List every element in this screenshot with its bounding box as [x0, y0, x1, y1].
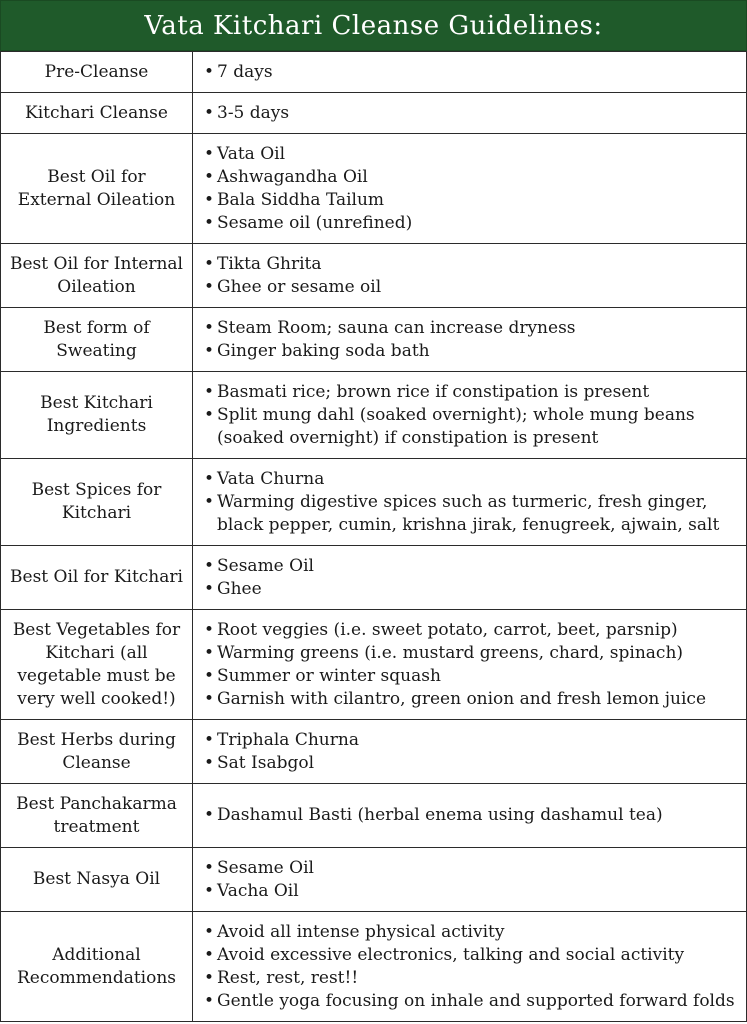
table-row: [1, 244, 747, 308]
list-item: • 3-5 days: [204, 102, 746, 125]
row-values: [193, 784, 747, 848]
list-item: • Steam Room; sauna can increase dryness: [204, 317, 746, 340]
table-row: [1, 93, 747, 134]
row-values: [193, 546, 747, 610]
bullet-list: [204, 61, 746, 84]
bullet-list: [204, 857, 746, 903]
list-item: • Ghee: [204, 578, 746, 601]
list-item: • Dashamul Basti (herbal enema using dashamul tea): [204, 804, 746, 827]
table-row: [1, 610, 747, 720]
bullet-list: [204, 729, 746, 775]
row-label: Best Nasya Oil: [1, 848, 193, 912]
table-row: [1, 308, 747, 372]
row-values: [193, 610, 747, 720]
list-item: • Root veggies (i.e. sweet potato, carrot, beet, parsnip): [204, 619, 746, 642]
row-values: [193, 459, 747, 546]
bullet-list: [204, 253, 746, 299]
bullet-list: [204, 804, 746, 827]
bullet-list: [204, 468, 746, 537]
row-values: [193, 93, 747, 134]
table-row: [1, 372, 747, 459]
bullet-list: [204, 381, 746, 450]
row-label: Best Spices for Kitchari: [1, 459, 193, 546]
row-label: Best form of Sweating: [1, 308, 193, 372]
row-values: [193, 134, 747, 244]
bullet-list: [204, 102, 746, 125]
table-row: [1, 784, 747, 848]
list-item: • Sesame Oil: [204, 555, 746, 578]
row-values: [193, 720, 747, 784]
list-item: • Avoid excessive electronics, talking and social activity: [204, 944, 746, 967]
row-values: [193, 52, 747, 93]
list-item: • Ashwagandha Oil: [204, 166, 746, 189]
page-title: Vata Kitchari Cleanse Guidelines:: [144, 10, 603, 41]
table-row: [1, 52, 747, 93]
table-row: [1, 459, 747, 546]
list-item: • Basmati rice; brown rice if constipation is present: [204, 381, 746, 404]
table-row: [1, 134, 747, 244]
list-item: • Split mung dahl (soaked overnight); whole mung beans (soaked overnight) if constipation is present: [204, 404, 746, 450]
guidelines-table: [0, 51, 747, 1022]
list-item: • Sat Isabgol: [204, 752, 746, 775]
bullet-list: [204, 317, 746, 363]
list-item: • Gentle yoga focusing on inhale and supported forward folds: [204, 990, 746, 1013]
row-label: Best Oil for External Oileation: [1, 134, 193, 244]
row-label: Additional Recommendations: [1, 912, 193, 1022]
list-item: • Vata Churna: [204, 468, 746, 491]
list-item: • Triphala Churna: [204, 729, 746, 752]
table-row: [1, 848, 747, 912]
row-label: Best Oil for Kitchari: [1, 546, 193, 610]
row-label: Pre-Cleanse: [1, 52, 193, 93]
row-values: [193, 848, 747, 912]
list-item: • Tikta Ghrita: [204, 253, 746, 276]
bullet-list: [204, 921, 746, 1013]
row-values: [193, 244, 747, 308]
bullet-list: [204, 143, 746, 235]
row-label: Best Herbs during Cleanse: [1, 720, 193, 784]
row-label: Best Kitchari Ingredients: [1, 372, 193, 459]
title-banner: [0, 0, 747, 51]
list-item: • Vacha Oil: [204, 880, 746, 903]
list-item: • Ghee or sesame oil: [204, 276, 746, 299]
row-label: Kitchari Cleanse: [1, 93, 193, 134]
list-item: • Warming digestive spices such as turmeric, fresh ginger, black pepper, cumin, krishna jirak, fenugreek, ajwain, salt: [204, 491, 746, 537]
bullet-list: [204, 619, 746, 711]
row-label: Best Vegetables for Kitchari (all vegetable must be very well cooked!): [1, 610, 193, 720]
list-item: • Rest, rest, rest!!: [204, 967, 746, 990]
table-row: [1, 912, 747, 1022]
list-item: • Ginger baking soda bath: [204, 340, 746, 363]
list-item: • Avoid all intense physical activity: [204, 921, 746, 944]
list-item: • Warming greens (i.e. mustard greens, chard, spinach): [204, 642, 746, 665]
list-item: • Bala Siddha Tailum: [204, 189, 746, 212]
table-row: [1, 546, 747, 610]
list-item: • 7 days: [204, 61, 746, 84]
list-item: • Garnish with cilantro, green onion and fresh lemon juice: [204, 688, 746, 711]
row-label: Best Oil for Internal Oileation: [1, 244, 193, 308]
table-row: [1, 720, 747, 784]
list-item: • Summer or winter squash: [204, 665, 746, 688]
row-values: [193, 308, 747, 372]
row-values: [193, 372, 747, 459]
list-item: • Sesame Oil: [204, 857, 746, 880]
bullet-list: [204, 555, 746, 601]
row-label: Best Panchakarma treatment: [1, 784, 193, 848]
list-item: • Sesame oil (unrefined): [204, 212, 746, 235]
list-item: • Vata Oil: [204, 143, 746, 166]
row-values: [193, 912, 747, 1022]
